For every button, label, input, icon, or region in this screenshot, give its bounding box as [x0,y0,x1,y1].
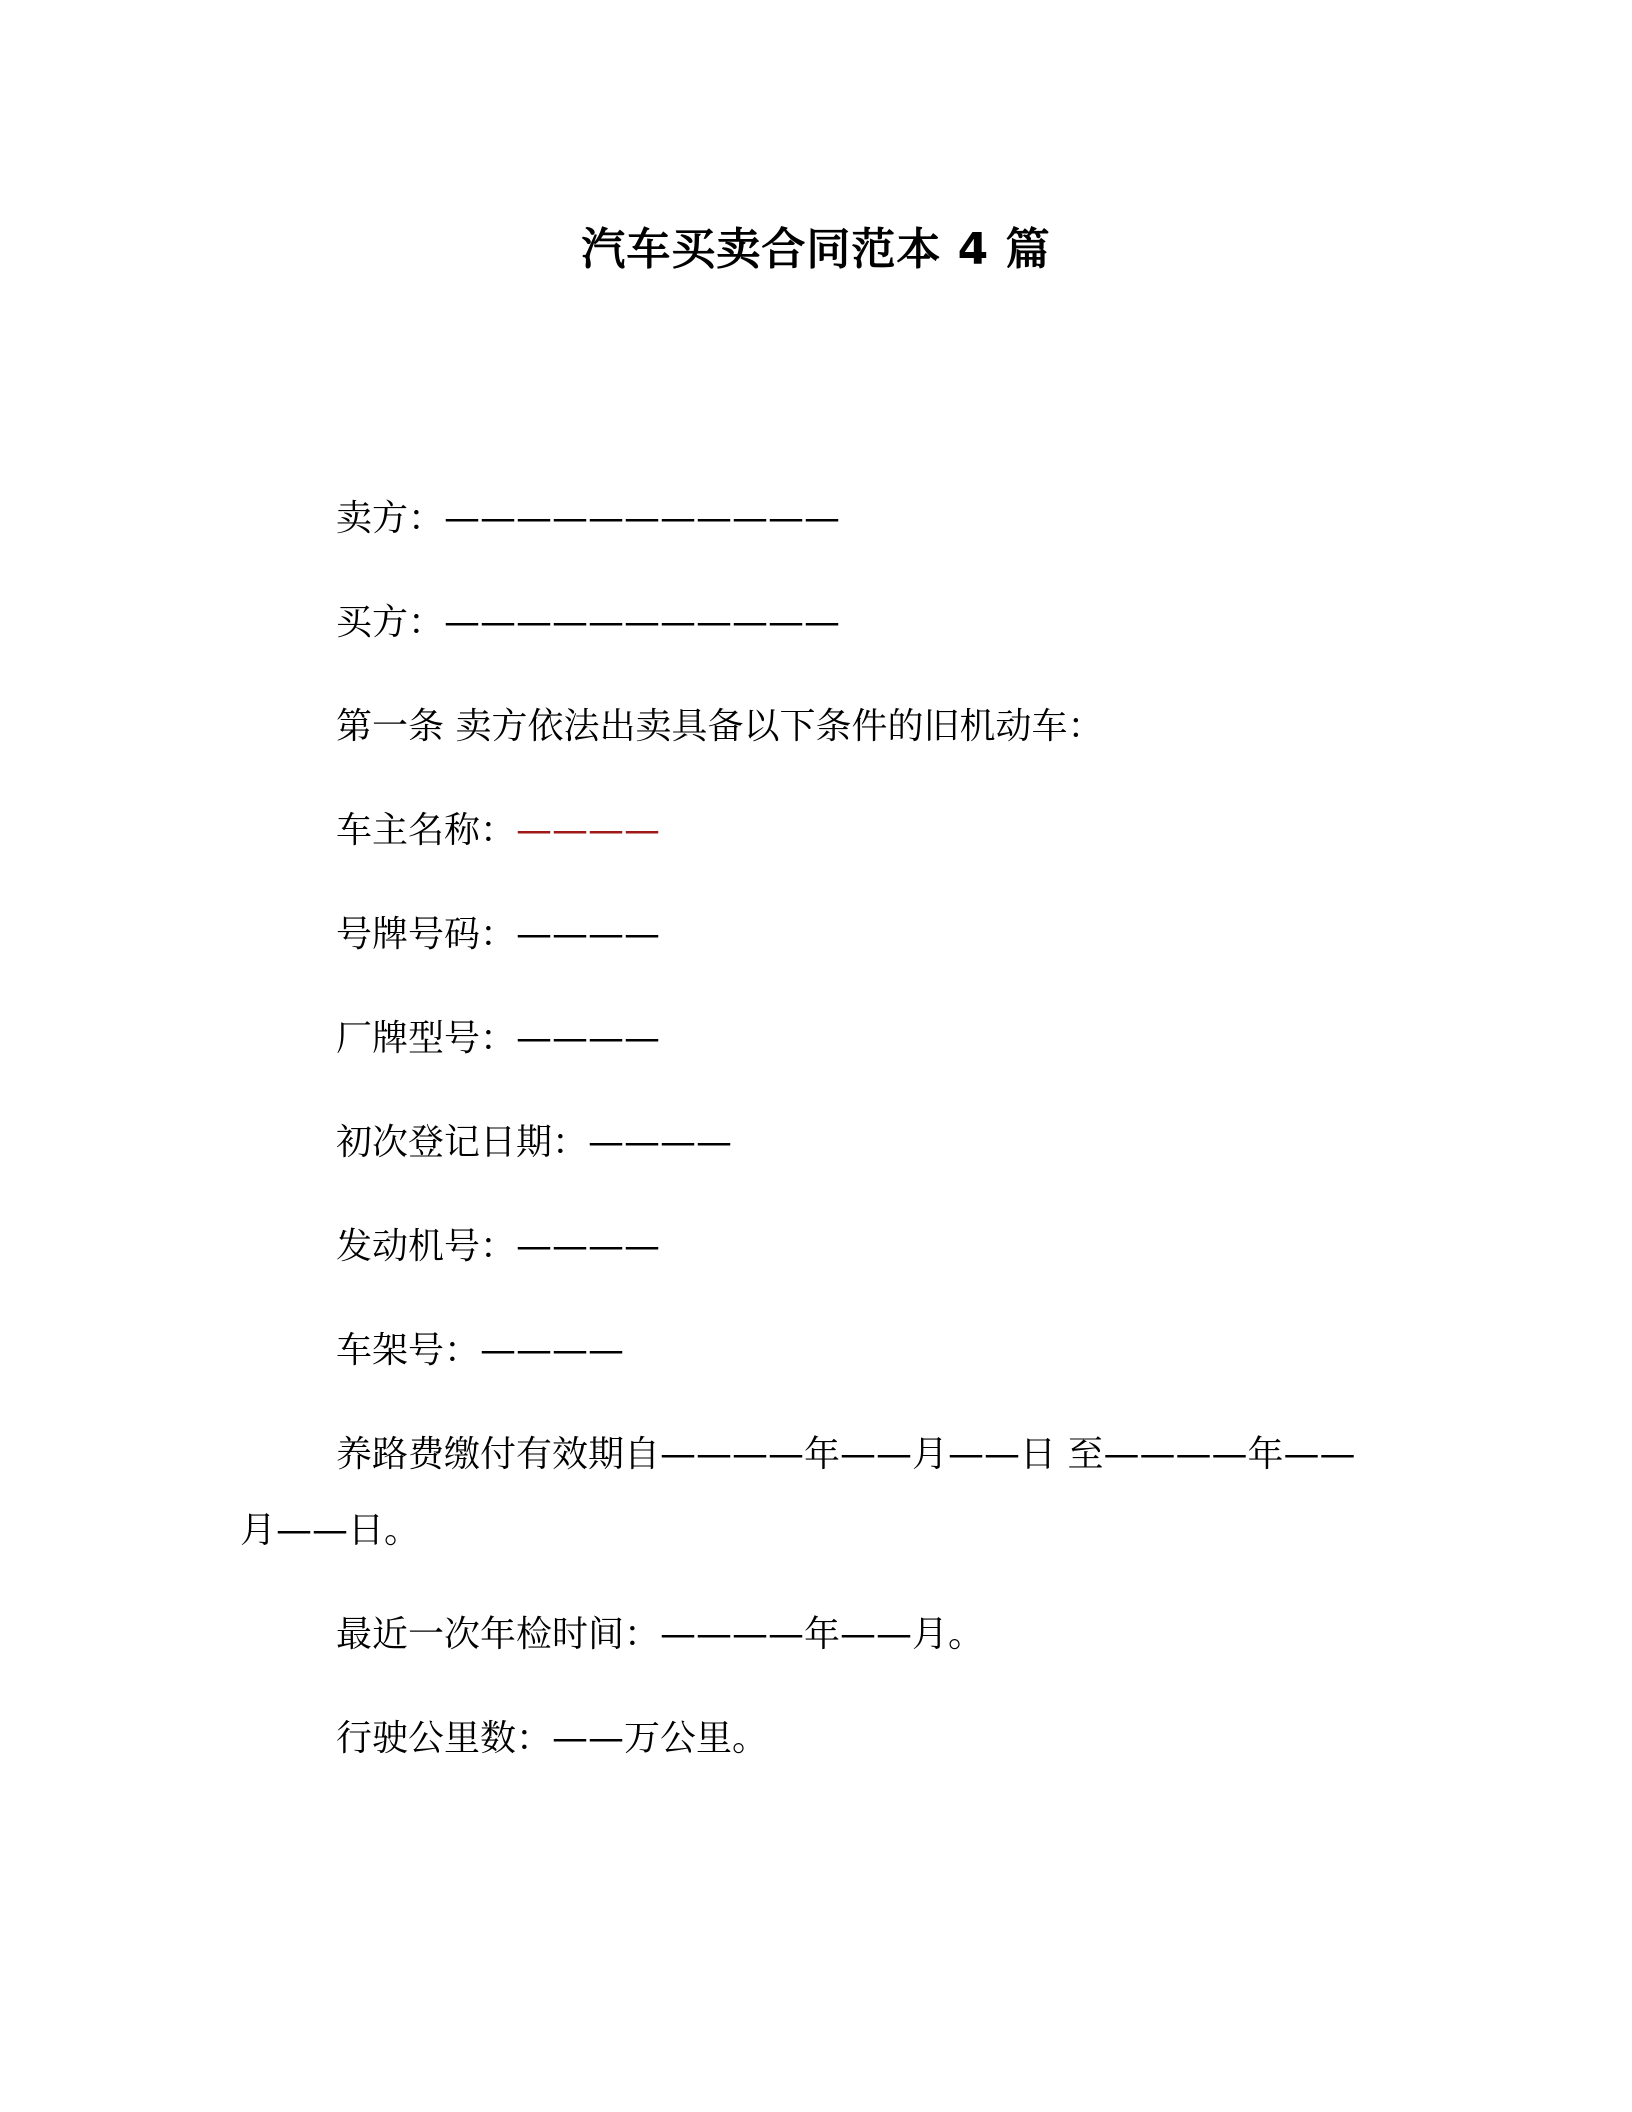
buyer-line: 买方：——————————— [336,602,841,643]
first-registration-line: 初次登记日期：———— [336,1122,733,1163]
seller-line: 卖方：——————————— [336,498,841,539]
owner-name-line [336,806,660,856]
plate-number-line: 号牌号码：———— [336,914,661,955]
document-title: 汽车买卖合同范本 4 篇 [581,224,1051,275]
road-fee-line-1: 养路费缴付有效期自————年——月——日 至————年—— [336,1434,1356,1475]
mileage-line: 行驶公里数：——万公里。 [336,1718,769,1759]
road-fee-line-2: 月——日。 [240,1510,421,1551]
brand-model-line: 厂牌型号：———— [336,1018,661,1059]
annual-inspection-line: 最近一次年检时间：————年——月。 [336,1614,985,1655]
engine-number-line: 发动机号：———— [336,1226,661,1267]
owner-name-blank: ———— [516,810,661,851]
owner-name-label: 车主名称： [336,810,517,851]
frame-number-line: 车架号：———— [336,1330,625,1371]
article-1-heading: 第一条 卖方依法出卖具备以下条件的旧机动车： [336,706,1104,747]
